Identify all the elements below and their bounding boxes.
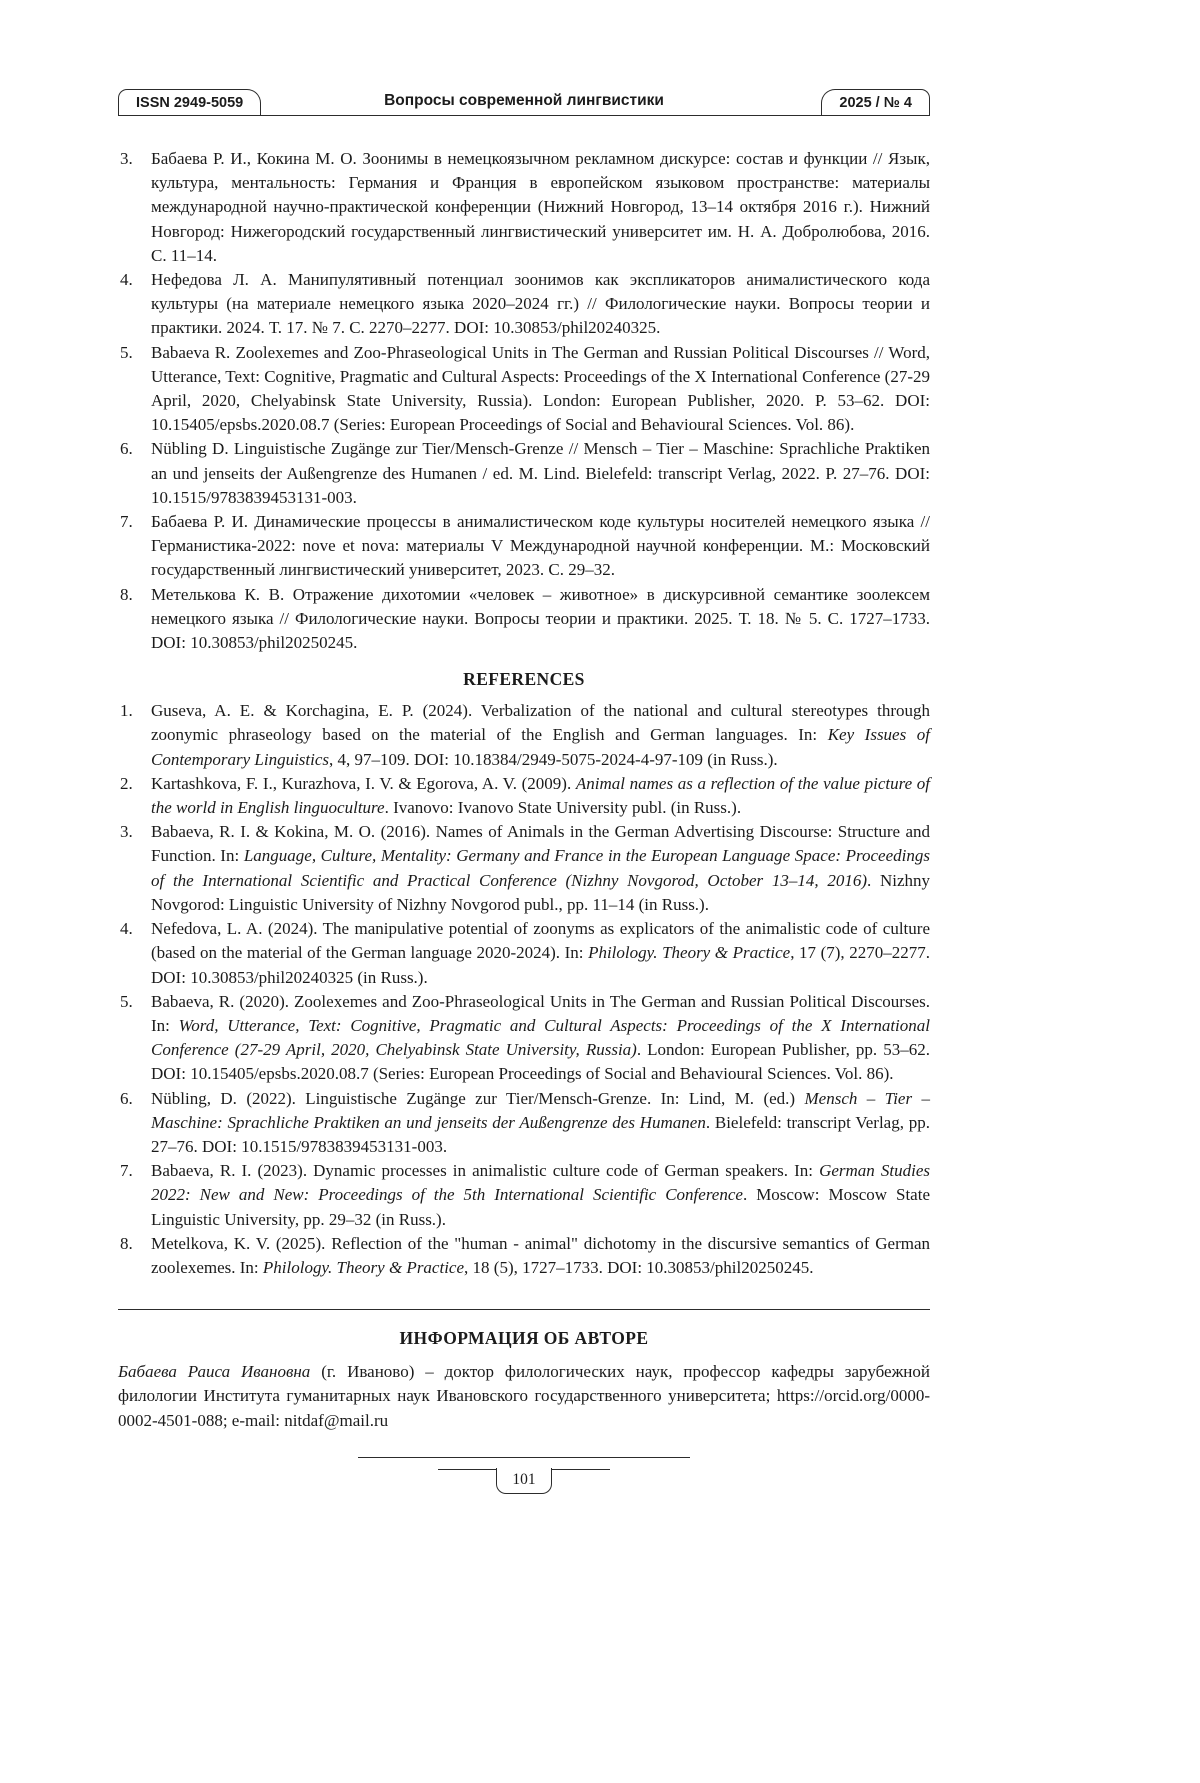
- text-segment: German Studies 2022: New and New: Proceedings of the 5th International Scientific Conference: [151, 1161, 930, 1205]
- reference-item: [118, 437, 930, 510]
- reference-number: 7.: [120, 1161, 133, 1181]
- section-divider: [118, 1309, 930, 1310]
- text-segment: . Nizhny Novgorod: Linguistic University of Nizhny Novgorod publ., pp. 11–14 (in Russ.).: [151, 870, 930, 914]
- reference-number: 6.: [120, 439, 133, 459]
- reference-text: [151, 992, 930, 1084]
- reference-item: [118, 341, 930, 438]
- reference-item: [118, 147, 930, 268]
- reference-text: [151, 774, 930, 817]
- reference-text: [151, 1161, 930, 1228]
- page-number-row: [118, 1469, 930, 1494]
- text-segment: , 17 (7), 2270–2277. DOI: 10.30853/phil20240325 (in Russ.).: [151, 943, 930, 987]
- reference-number: 5.: [120, 991, 133, 1011]
- references-heading: REFERENCES: [463, 669, 585, 690]
- text-segment: Бабаева Раиса Ивановна: [118, 1362, 311, 1382]
- text-segment: Word, Utterance, Text: Cognitive, Pragmatic and Cultural Aspects: Proceedings of the X International Conference (27-29 April, 2020, Chelyabinsk State University, Russia): [151, 1015, 931, 1060]
- author-info-heading: ИНФОРМАЦИЯ ОБ АВТОРЕ: [399, 1328, 649, 1349]
- reference-text: Бабаева Р. И., Кокина М. О. Зоонимы в немецкоязычном рекламном дискурсе: состав и функции // Язык, культура, ментальность: Германия и Франция в европейском языковом пространстве: материалы международной научно-практической конференции (Нижний Новгород, 13–14 октября 2016 г.). Нижний Новгород: Нижегородский государственный лингвистический университет им. Н. А. Добролюбова, 2016. С. 11–14.: [151, 149, 930, 265]
- text-segment: Nübling, D. (2022). Linguistische Zugänge zur Tier/Mensch-Grenze. In: Lind, M. (ed.): [151, 1088, 805, 1108]
- page-number-rule-left: [438, 1469, 496, 1470]
- footer-rule: [358, 1457, 690, 1458]
- reference-item: [118, 820, 930, 917]
- text-segment: . Bielefeld: transcript Verlag, pp. 27–76. DOI: 10.1515/9783839453131-003.: [151, 1112, 931, 1156]
- reference-item: [118, 1159, 930, 1232]
- issn-label: ISSN 2949-5059: [136, 95, 244, 111]
- text-segment: Key Issues of Contemporary Linguistics: [151, 725, 930, 769]
- text-segment: , 4, 97–109. DOI: 10.18384/2949-5075-2024-4-97-109 (in Russ.).: [329, 749, 778, 769]
- author-info-text: [118, 1360, 930, 1433]
- reference-number: 3.: [120, 822, 133, 842]
- reference-text: Babaeva R. Zoolexemes and Zoo-Phraseological Units in The German and Russian Political Discourses // Word, Utterance, Text: Cognitive, Pragmatic and Cultural Aspects: Proceedings of the X International Conference (27-29 April, 2020, Chelyabinsk State University, Russia). London: European Publisher, 2020. P. 53–62. DOI: 10.15405/epsbs.2020.08.7 (Series: European Proceedings of Social and Behavioural Sciences. Vol. 86).: [151, 342, 930, 435]
- page-number: 101: [496, 1468, 551, 1494]
- reference-number: 7.: [120, 512, 133, 532]
- reference-item: [118, 583, 930, 656]
- text-segment: Philology. Theory & Practice: [588, 943, 791, 963]
- reference-item: [118, 699, 930, 772]
- text-segment: Babaeva, R. (2020). Zoolexemes and Zoo-Phraseological Units in The German and Russian Political Discourses. In:: [151, 991, 930, 1035]
- reference-number: 8.: [120, 584, 133, 604]
- reference-item: [118, 1232, 930, 1280]
- text-segment: Language, Culture, Mentality: Germany and France in the European Language Space: Proceedings of the International Scientific and Practical Conference (Nizhny Novgorod, October 13–14, 2016): [151, 846, 930, 890]
- text-segment: Babaeva, R. I. (2023). Dynamic processes in animalistic culture code of German speakers. In:: [151, 1161, 820, 1181]
- text-segment: Guseva, A. E. & Korchagina, E. P. (2024). Verbalization of the national and cultural stereotypes through zoonymic phraseology based on the material of the English and German languages. In:: [151, 701, 930, 745]
- reference-number: 3.: [120, 149, 133, 168]
- text-segment: Metelkova, K. V. (2025). Reflection of the "human - animal" dichotomy in the discursive semantics of German zoolexemes. In:: [151, 1233, 930, 1277]
- reference-item: [118, 510, 930, 583]
- page-content: [118, 0, 930, 1494]
- text-segment: , 18 (5), 1727–1733. DOI: 10.30853/phil20250245.: [464, 1257, 814, 1277]
- issue-tab: [821, 89, 930, 115]
- text-segment: (г. Иваново) – доктор филологических наук, профессор кафедры зарубежной филологии Института гуманитарных наук Ивановского государственного университета; https://orcid.org/0000-0002-4501-088; e-mail: nitdaf@mail.ru: [118, 1362, 931, 1430]
- reference-number: 6.: [120, 1088, 133, 1108]
- text-segment: Babaeva, R. I. & Kokina, M. O. (2016). Names of Animals in the German Advertising Discourse: Structure and Function. In:: [151, 822, 930, 866]
- reference-number: 8.: [120, 1233, 133, 1253]
- reference-text: [151, 1089, 930, 1156]
- english-reference-list: [118, 699, 930, 1280]
- reference-text: [151, 822, 930, 914]
- reference-text: Nübling D. Linguistische Zugänge zur Tier/Mensch-Grenze // Mensch – Tier – Maschine: Sprachliche Praktiken an und jenseits der Außengrenze des Humanen / ed. M. Lind. Bielefeld: transcript Verlag, 2022. P. 27–76. DOI: 10.1515/9783839453131-003.: [151, 439, 930, 507]
- issue-label: 2025 / № 4: [839, 95, 912, 111]
- reference-number: 1.: [120, 701, 133, 721]
- text-segment: Kartashkova, F. I., Kurazhova, I. V. & Egorova, A. V. (2009).: [151, 773, 576, 793]
- reference-text: Метелькова К. В. Отражение дихотомии «человек – животное» в дискурсивной семантике зоолексем немецкого языка // Филологические науки. Вопросы теории и практики. 2025. Т. 18. № 5. С. 1727–1733. DOI: 10.30853/phil20250245.: [151, 584, 930, 653]
- reference-text: [151, 701, 930, 768]
- text-segment: . London: European Publisher, pp. 53–62. DOI: 10.15405/epsbs.2020.08.7 (Series: European Proceedings of Social and Behavioural Sciences. Vol. 86).: [151, 1040, 930, 1084]
- reference-number: 2.: [120, 773, 133, 793]
- text-segment: Philology. Theory & Practice: [262, 1257, 465, 1277]
- reference-item: [118, 772, 930, 820]
- journal-header: [118, 87, 930, 116]
- reference-text: Бабаева Р. И. Динамические процессы в анималистическом коде культуры носителей немецкого языка // Германистика-2022: nove et nova: материалы V Международной научной конференции. М.: Московский государственный лингвистический университет, 2023. С. 29–32.: [151, 512, 930, 580]
- reference-number: 4.: [120, 270, 133, 290]
- reference-text: [151, 919, 930, 986]
- reference-text: Нефедова Л. А. Манипулятивный потенциал зоонимов как экспликаторов анималистического кода культуры (на материале немецкого языка 2020–2024 гг.) // Филологические науки. Вопросы теории и практики. 2024. Т. 17. № 7. С. 2270–2277. DOI: 10.30853/phil20240325.: [151, 270, 930, 338]
- journal-title: Вопросы современной лингвистики: [384, 92, 664, 109]
- text-segment: Mensch – Tier – Maschine: Sprachliche Praktiken an und jenseits der Außengrenze des Humanen: [151, 1088, 930, 1132]
- reference-number: 5.: [120, 342, 133, 362]
- text-segment: Animal names as a reflection of the value picture of the world in English linguoculture: [151, 773, 931, 818]
- text-segment: . Ivanovo: Ivanovo State University publ. (in Russ.).: [384, 798, 742, 818]
- reference-item: [118, 917, 930, 990]
- russian-reference-list: [118, 147, 930, 655]
- reference-item: [118, 1087, 930, 1160]
- reference-item: [118, 268, 930, 341]
- text-segment: Nefedova, L. A. (2024). The manipulative potential of zoonyms as explicators of the animalistic code of culture (based on the material of the German language 2020-2024). In:: [151, 919, 930, 963]
- reference-item: [118, 990, 930, 1087]
- reference-text: [151, 1234, 930, 1277]
- page-number-rule-right: [552, 1469, 610, 1470]
- reference-number: 4.: [120, 919, 133, 939]
- text-segment: . Moscow: Moscow State Linguistic University, pp. 29–32 (in Russ.).: [151, 1185, 931, 1229]
